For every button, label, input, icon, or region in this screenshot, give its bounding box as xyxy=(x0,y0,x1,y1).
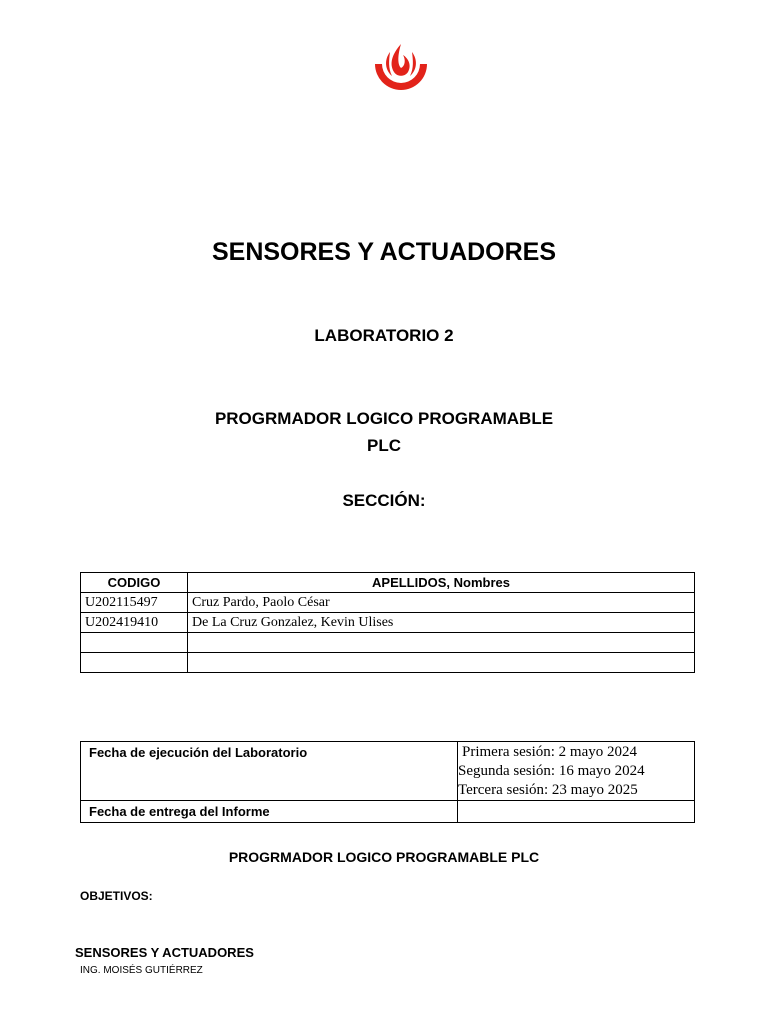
footer-instructor: ING. MOISÉS GUTIÉRREZ xyxy=(80,965,203,976)
student-code xyxy=(81,653,188,673)
subtitle-line-1: PROGRMADOR LOGICO PROGRAMABLE xyxy=(214,409,554,428)
delivery-date-label: Fecha de entrega del Informe xyxy=(81,801,458,823)
student-name: Cruz Pardo, Paolo César xyxy=(188,593,695,613)
delivery-date-value xyxy=(458,801,695,823)
university-logo-icon xyxy=(370,40,432,102)
session-date: Tercera sesión: 23 mayo 2025 xyxy=(458,782,638,798)
table-row xyxy=(81,633,695,653)
footer-course: SENSORES Y ACTUADORES xyxy=(75,945,254,960)
table-row xyxy=(81,613,695,633)
student-name: De La Cruz Gonzalez, Kevin Ulises xyxy=(188,613,695,633)
students-table xyxy=(80,572,695,673)
table-header-row xyxy=(81,573,695,593)
student-code: U202115497 xyxy=(81,593,188,613)
session-date: Segunda sesión: 16 mayo 2024 xyxy=(458,763,645,779)
session-date: Primera sesión: 2 mayo 2024 xyxy=(462,744,637,760)
table-row xyxy=(81,653,695,673)
subtitle-line-2: PLC xyxy=(367,436,401,455)
student-name xyxy=(188,633,695,653)
dates-table xyxy=(80,741,695,823)
header-apellidos: APELLIDOS, Nombres xyxy=(188,573,695,593)
header-codigo: CODIGO xyxy=(81,573,188,593)
section-label: SECCIÓN: xyxy=(342,491,426,510)
student-code: U202419410 xyxy=(81,613,188,633)
execution-date-label: Fecha de ejecución del Laboratorio xyxy=(81,742,458,801)
execution-date-values xyxy=(458,742,695,801)
document-title: SENSORES Y ACTUADORES xyxy=(211,238,557,266)
section-heading: PROGRMADOR LOGICO PROGRAMABLE PLC xyxy=(228,849,540,865)
lab-number: LABORATORIO 2 xyxy=(314,326,454,345)
student-code xyxy=(81,633,188,653)
student-name xyxy=(188,653,695,673)
table-row xyxy=(81,742,695,801)
table-row xyxy=(81,593,695,613)
objetivos-label: OBJETIVOS: xyxy=(80,889,153,903)
table-row xyxy=(81,801,695,823)
